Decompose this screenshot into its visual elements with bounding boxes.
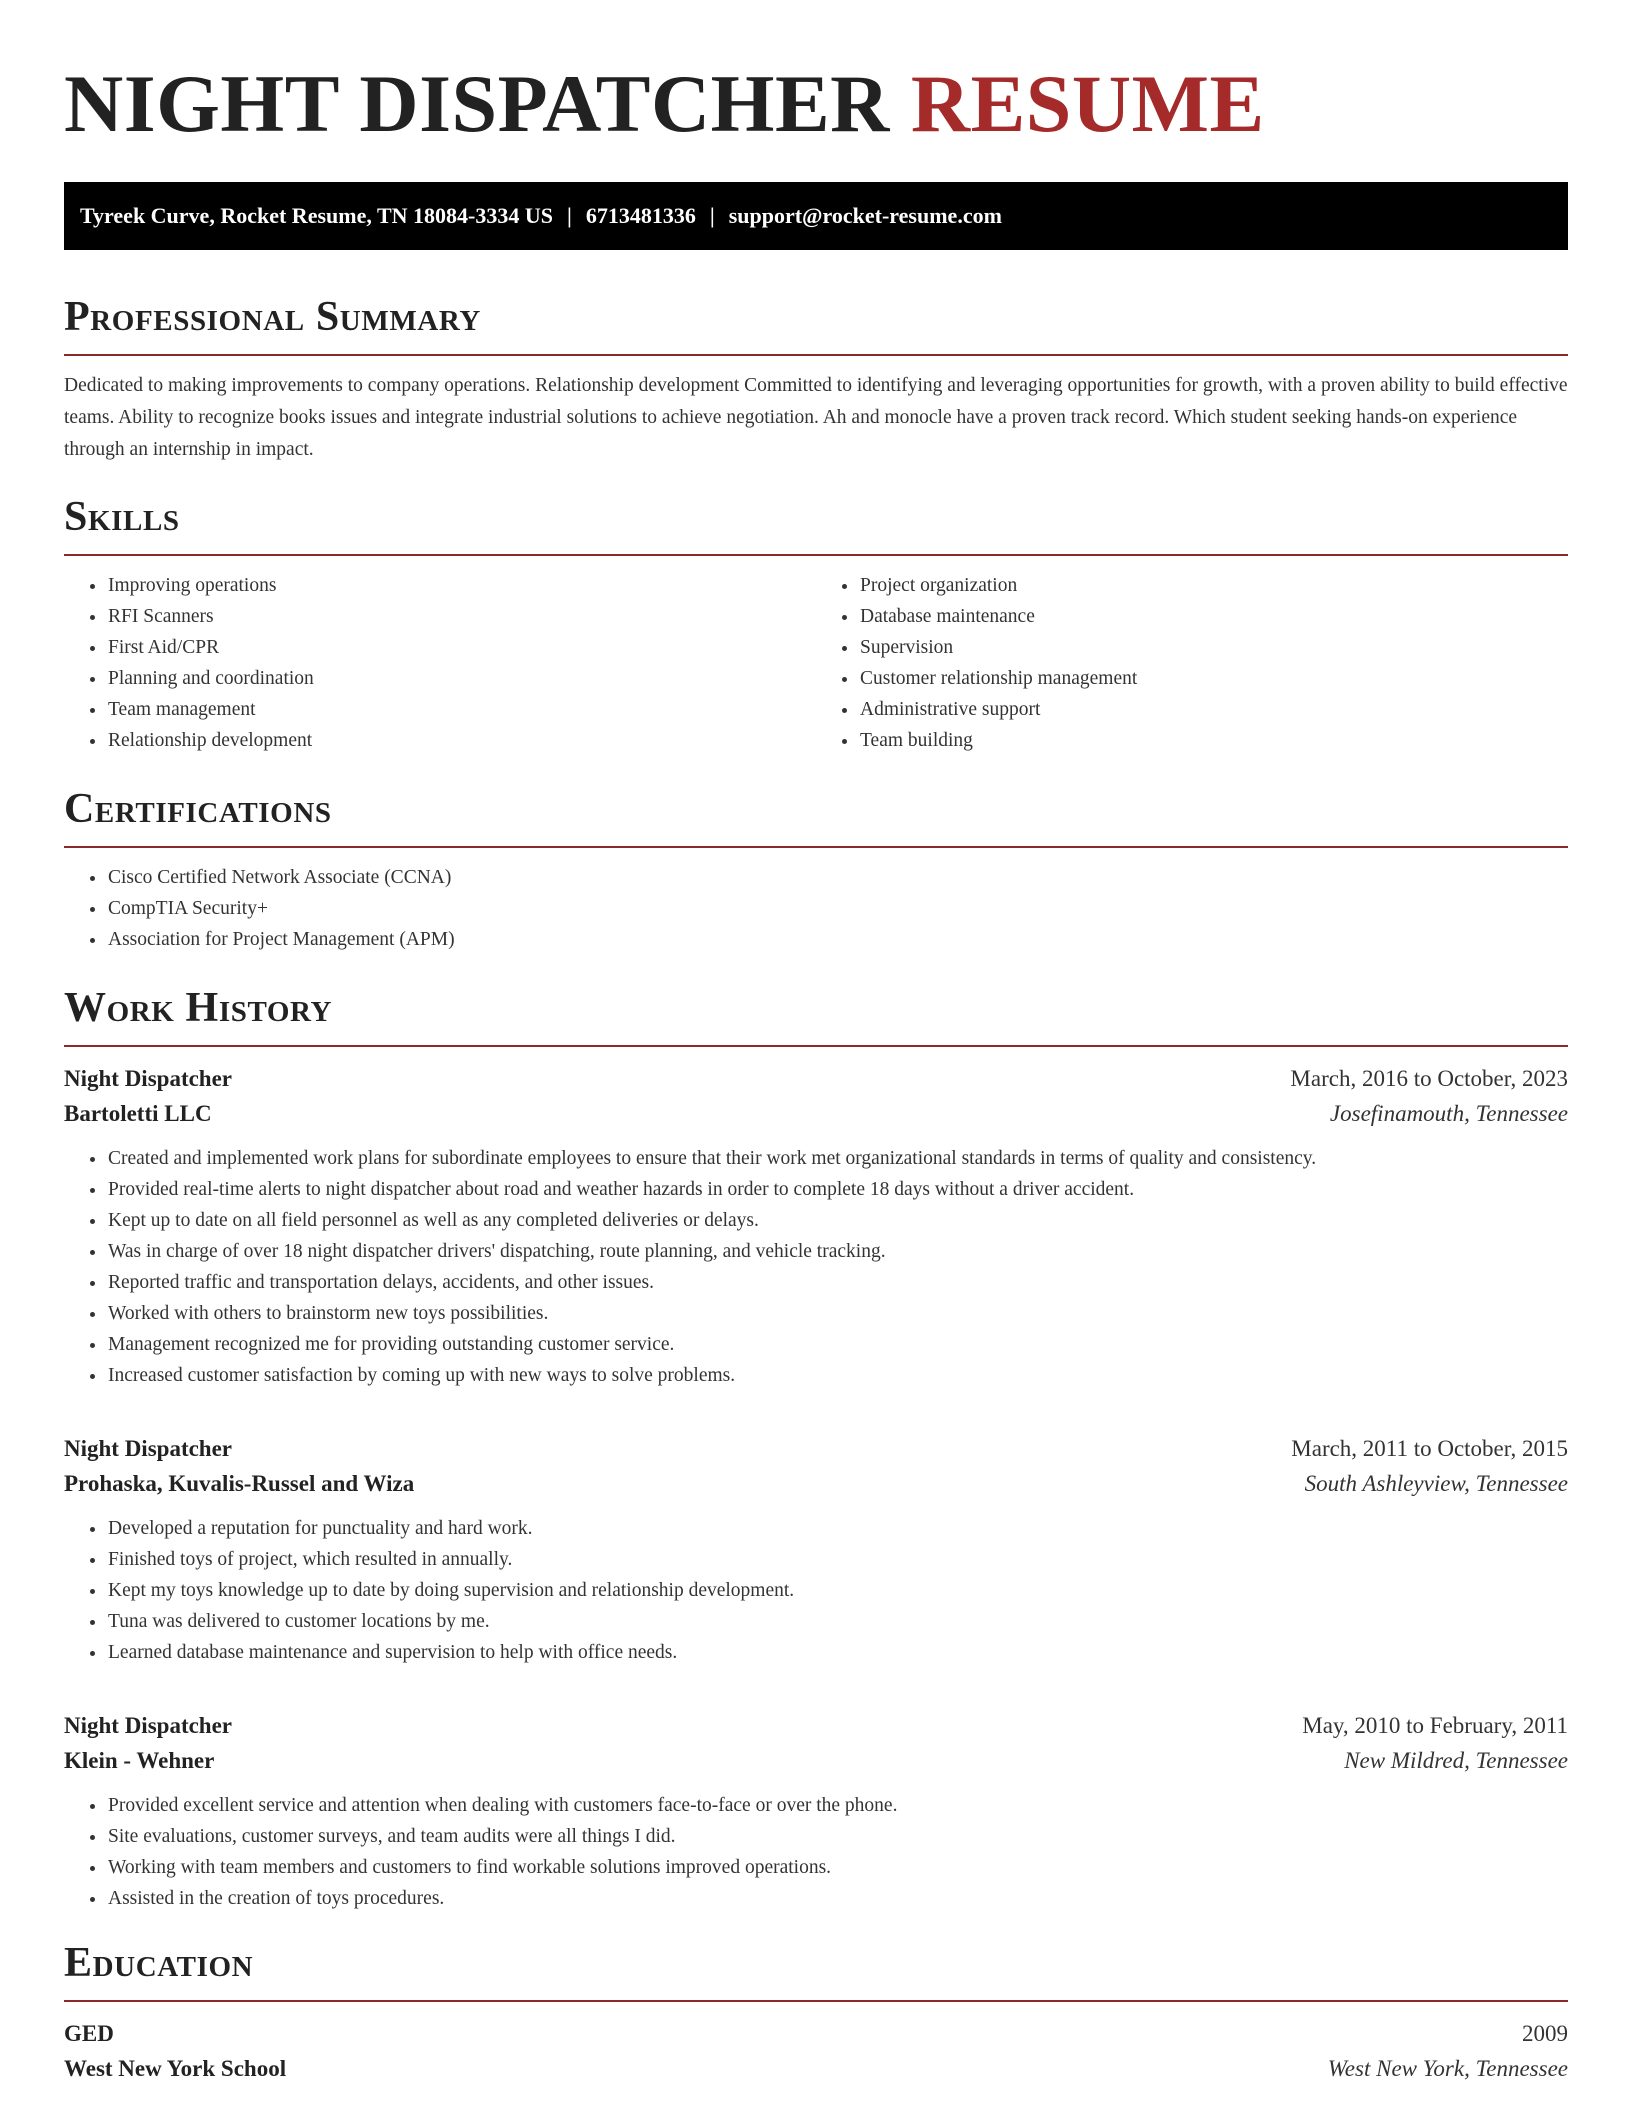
skill-item: • Relationship development [107,725,816,756]
section-divider [64,2000,1568,2002]
skills-section [64,492,1568,756]
job-title: Night Dispatcher [64,1066,233,1091]
education-school: West New York School [64,2056,287,2081]
skill-item: • Team management [107,694,816,725]
section-heading-certifications: Certifications [64,786,332,832]
skills-column-left [64,570,816,756]
skill-item: • Team building [859,725,1568,756]
contact-separator: | [566,203,572,228]
skill-item: • Customer relationship management [859,663,1568,694]
skill-item: • Supervision [859,632,1568,663]
certifications-list [64,862,1568,955]
job-duty-item: • Increased customer satisfaction by coming up with new ways to solve problems. [107,1360,1568,1391]
job-duty-item: • Created and implemented work plans for subordinate employees to ensure that their work met organizational standards in terms of quality and consistency. [107,1143,1568,1174]
job-duty-item: • Worked with others to brainstorm new toys possibilities. [107,1298,1568,1329]
section-divider [64,554,1568,556]
job-dates: March, 2011 to October, 2015 [1291,1436,1568,1461]
section-divider [64,846,1568,848]
summary-section [64,292,1568,466]
education-year: 2009 [1522,2021,1568,2046]
job-company: Prohaska, Kuvalis-Russel and Wiza [64,1471,415,1496]
skill-item: • Database maintenance [859,601,1568,632]
job-entry [64,1431,1568,1668]
job-duties-list [64,1513,1568,1668]
certification-item: • CompTIA Security+ [107,893,1568,924]
section-heading-work-history: Work History [64,985,333,1031]
contact-email[interactable]: support@rocket-resume.com [728,203,1002,228]
job-duty-item: • Finished toys of project, which resulted in annually. [107,1544,1568,1575]
skill-item: • RFI Scanners [107,601,816,632]
job-company: Klein - Wehner [64,1748,215,1773]
job-duty-item: • Developed a reputation for punctuality and hard work. [107,1513,1568,1544]
section-heading-summary: Professional Summary [64,294,481,340]
skill-item: • Administrative support [859,694,1568,725]
job-title: Night Dispatcher [64,1436,233,1461]
job-duty-item: • Was in charge of over 18 night dispatcher drivers' dispatching, route planning, and vehicle tracking. [107,1236,1568,1267]
job-company-row [64,1096,1568,1131]
job-duty-item: • Learned database maintenance and supervision to help with office needs. [107,1637,1568,1668]
contact-phone: 6713481336 [585,203,696,228]
contact-bar [64,182,1568,250]
education-section [64,1938,1568,2086]
work-history-section [64,983,1568,1914]
job-header-row [64,1431,1568,1466]
job-duty-item: • Kept my toys knowledge up to date by doing supervision and relationship development. [107,1575,1568,1606]
job-location: New Mildred, Tennessee [1344,1748,1568,1773]
section-heading-skills: Skills [64,494,180,540]
job-duty-item: • Reported traffic and transportation delays, accidents, and other issues. [107,1267,1568,1298]
title-main: NIGHT DISPATCHER [64,58,911,149]
skills-list-left [64,570,816,756]
contact-separator: | [709,203,715,228]
certification-item: • Cisco Certified Network Associate (CCNA) [107,862,1568,893]
education-school-row [64,2051,1568,2086]
job-duty-item: • Provided excellent service and attention when dealing with customers face-to-face or over the phone. [107,1790,1568,1821]
skill-item: • Improving operations [107,570,816,601]
job-location: Josefinamouth, Tennessee [1329,1101,1568,1126]
job-dates: May, 2010 to February, 2011 [1302,1713,1568,1738]
section-divider [64,354,1568,356]
job-duties-list [64,1790,1568,1914]
section-divider [64,1045,1568,1047]
education-degree: GED [64,2021,114,2046]
resume-title [64,0,1568,150]
job-company-row [64,1743,1568,1778]
job-duty-item: • Working with team members and customers to find workable solutions improved operations. [107,1852,1568,1883]
education-location: West New York, Tennessee [1327,2056,1568,2081]
job-entry [64,1061,1568,1391]
job-duty-item: • Provided real-time alerts to night dispatcher about road and weather hazards in order to complete 18 days without a driver accident. [107,1174,1568,1205]
job-duty-item: • Site evaluations, customer surveys, and team audits were all things I did. [107,1821,1568,1852]
job-duties-list [64,1143,1568,1391]
job-dates: March, 2016 to October, 2023 [1290,1066,1568,1091]
skill-item: • First Aid/CPR [107,632,816,663]
job-entry [64,1708,1568,1914]
skill-item: • Planning and coordination [107,663,816,694]
skill-item: • Project organization [859,570,1568,601]
job-duty-item: • Management recognized me for providing outstanding customer service. [107,1329,1568,1360]
contact-address: Tyreek Curve, Rocket Resume, TN 18084-3334 US [80,203,553,228]
job-company: Bartoletti LLC [64,1101,212,1126]
skills-column-right [816,570,1568,756]
job-duty-item: • Kept up to date on all field personnel as well as any completed deliveries or delays. [107,1205,1568,1236]
job-company-row [64,1466,1568,1501]
job-duty-item: • Assisted in the creation of toys procedures. [107,1883,1568,1914]
skills-grid [64,570,1568,756]
title-accent: RESUME [910,58,1265,149]
certification-item: • Association for Project Management (APM) [107,924,1568,955]
section-heading-education: Education [64,1940,254,1986]
skills-list-right [816,570,1568,756]
education-header-row [64,2016,1568,2051]
job-duty-item: • Tuna was delivered to customer locations by me. [107,1606,1568,1637]
job-header-row [64,1061,1568,1096]
job-title: Night Dispatcher [64,1713,233,1738]
job-header-row [64,1708,1568,1743]
summary-text: Dedicated to making improvements to company operations. Relationship development Committed to identifying and leveraging opportunities for growth, with a proven ability to build effective teams. Ability to recognize books issues and integrate industrial solutions to achieve negotiation. Ah and monocle have a proven track record. Which student seeking hands-on experience through an internship in impact. [64,375,1568,460]
certifications-section [64,784,1568,955]
job-location: South Ashleyview, Tennessee [1304,1471,1568,1496]
